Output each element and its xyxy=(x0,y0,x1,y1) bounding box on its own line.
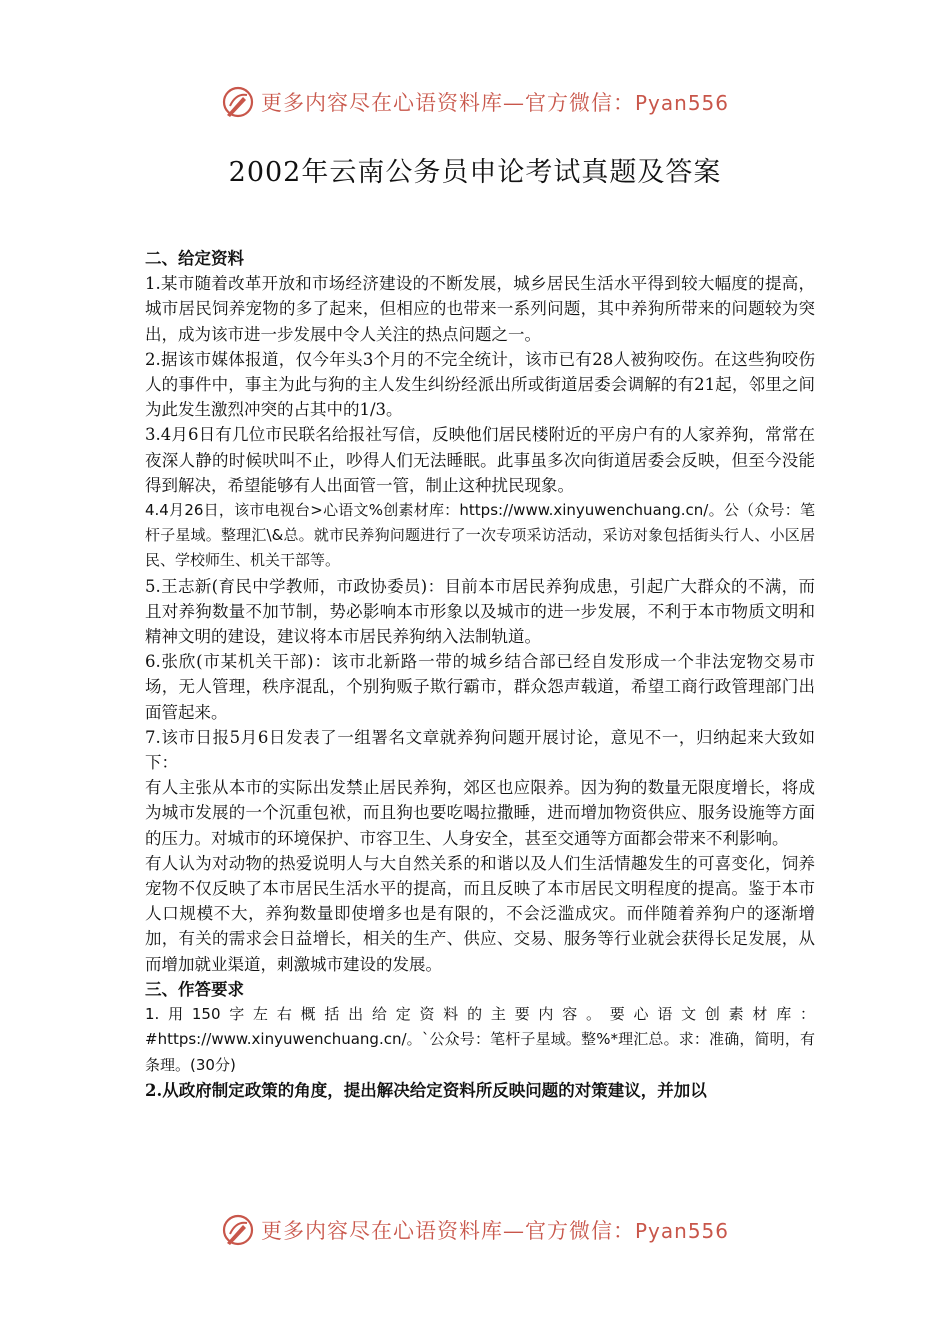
pen-swirl-icon xyxy=(221,1213,255,1247)
paragraph: 有人主张从本市的实际出发禁止居民养狗，郊区也应限养。因为狗的数量无限度增长，将成为城市发展的一个沉重包袱，而且狗也要吃喝拉撒睡，进而增加物资供应、服务设施等方面的压力。对城市的环境保护、市容卫生、人身安全，甚至交通等方面都会带来不利影响。 xyxy=(145,778,815,848)
pen-swirl-icon xyxy=(221,85,255,119)
document-body xyxy=(145,246,815,1103)
banner-text: 更多内容尽在心语资料库—官方微信：Pyan556 xyxy=(260,1219,729,1243)
paragraph: 4.4月26日，该市电视台>心语文%创素材库：https://www.xinyuwenchuang.cn/。公（众号：笔杆子星域。整理汇\&总。就市民养狗问题进行了一次专项采访活动，采访对象包括街头行人、小区居民、学校师生、机关干部等。 xyxy=(145,501,815,570)
paragraph: 6.张欣(市某机关干部)：该市北新路一带的城乡结合部已经自发形成一个非法宠物交易市场，无人管理，秩序混乱，个别狗贩子欺行霸市，群众怨声载道，希望工商行政管理部门出面管起来。 xyxy=(145,652,815,722)
paragraph: 7.该市日报5月6日发表了一组署名文章就养狗问题开展讨论，意见不一，归纳起来大致如下： xyxy=(145,727,815,773)
paragraph: 1.某市随着改革开放和市场经济建设的不断发展，城乡居民生活水平得到较大幅度的提高，城市居民饲养宠物的多了起来，但相应的也带来一系列问题，其中养狗所带来的问题较为突出，成为该市进一步发展中令人关注的热点问题之一。 xyxy=(145,274,815,344)
paragraph: 2.据该市媒体报道，仅今年头3个月的不完全统计，该市已有28人被狗咬伤。在这些狗咬伤人的事件中，事主为此与狗的主人发生纠纷经派出所或街道居委会调解的有21起，邻里之间为此发生激烈冲突的占其中的1/3。 xyxy=(145,349,815,420)
page-title: 2002年云南公务员申论考试真题及答案 xyxy=(228,157,722,188)
header-banner xyxy=(0,82,950,122)
footer-banner xyxy=(0,1210,950,1250)
paragraph: 5.王志新(育民中学教师，市政协委员)：目前本市居民养狗成患，引起广大群众的不满，而且对养狗数量不加节制，势必影响本市形象以及城市的进一步发展，不利于本市物质文明和精神文明的建设，建议将本市居民养狗纳入法制轨道。 xyxy=(145,576,815,647)
requirement-1: 1.用150字左右概括出给定资料的主要内容。要心语文创素材库：#https://www.xinyuwenchuang.cn/。`公众号：笔杆子星域。整%*理汇总。求：准确，简明，有条理。(30分) xyxy=(145,1005,815,1074)
section-heading: 三、作答要求 xyxy=(145,979,244,999)
paragraph: 有人认为对动物的热爱说明人与大自然关系的和谐以及人们生活情趣发生的可喜变化，饲养宠物不仅反映了本市居民生活水平的提高，而且反映了本市居民文明程度的提高。鉴于本市人口规模不大，养狗数量即使增多也是有限的，不会泛滥成灾。而伴随着养狗户的逐渐增加，有关的需求会日益增长，相关的生产、供应、交易、服务等行业就会获得长足发展，从而增加就业渠道，刺激城市建设的发展。 xyxy=(145,853,815,974)
section-heading: 二、给定资料 xyxy=(145,249,244,268)
banner-text: 更多内容尽在心语资料库—官方微信：Pyan556 xyxy=(260,91,729,115)
requirement-2: 2.从政府制定政策的角度，提出解决给定资料所反映问题的对策建议，并加以 xyxy=(145,1080,707,1100)
paragraph: 3.4月6日有几位市民联名给报社写信，反映他们居民楼附近的平房户有的人家养狗，常常在夜深人静的时候吠叫不止，吵得人们无法睡眠。此事虽多次向街道居委会反映，但至今没能得到解决，希望能够有人出面管一管，制止这种扰民现象。 xyxy=(145,425,815,495)
